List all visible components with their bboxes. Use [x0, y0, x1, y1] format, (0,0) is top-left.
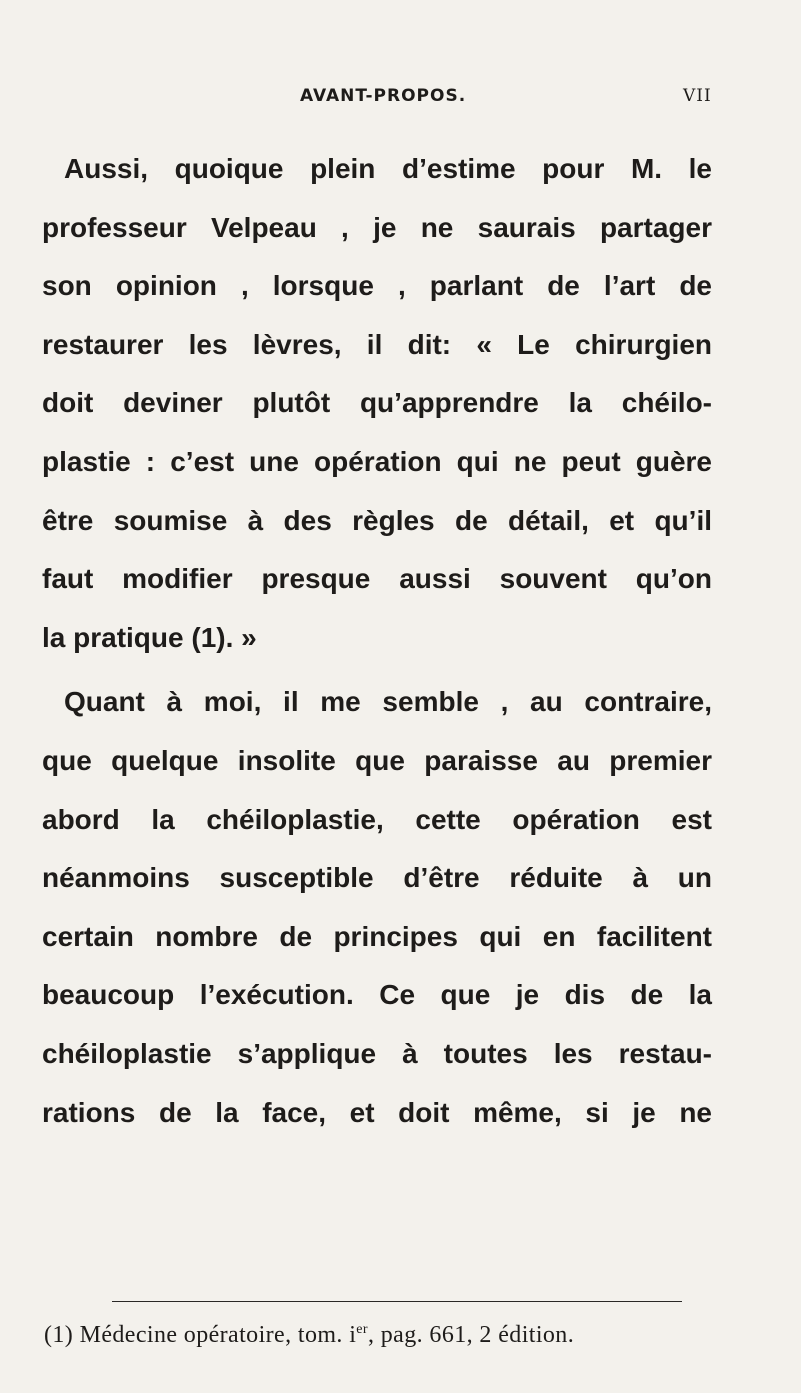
text-line: que quelque insolite que paraisse au premier	[42, 744, 712, 776]
text-line: restaurer les lèvres, il dit: « Le chirurgien	[42, 328, 712, 360]
footnote	[44, 1322, 714, 1349]
text-line: être soumise à des règles de détail, et qu’il	[42, 504, 712, 536]
footnote-marker: (1)	[44, 1322, 74, 1348]
footnote-rule	[112, 1301, 682, 1302]
text-line: néanmoins susceptible d’être réduite à un	[42, 862, 712, 894]
footnote-text-end: , pag. 661, 2 édition.	[367, 1322, 575, 1348]
text-line: certain nombre de principes qui en facilitent	[42, 920, 712, 952]
text-line: Quant à moi, il me semble , au contraire,	[64, 686, 712, 718]
text-line: professeur Velpeau , je ne saurais partager	[42, 211, 712, 243]
text-line: beaucoup l’exécution. Ce que je dis de la	[42, 979, 712, 1011]
paragraph	[42, 140, 712, 667]
running-title: AVANT-PROPOS.	[300, 86, 467, 106]
body-text	[42, 140, 712, 1142]
running-head	[0, 86, 801, 116]
text-line: doit deviner plutôt qu’apprendre la chéilo-	[42, 387, 712, 419]
text-line: la pratique (1). »	[42, 621, 257, 653]
paragraph	[42, 673, 712, 1142]
text-line: rations de la face, et doit même, si je ne	[42, 1096, 712, 1128]
page-number: VII	[683, 86, 712, 106]
text-line: chéiloplastie s’applique à toutes les restau-	[42, 1037, 712, 1069]
text-line: son opinion , lorsque , parlant de l’art de	[42, 270, 712, 302]
text-line: Aussi, quoique plein d’estime pour M. le	[64, 153, 712, 184]
text-line: plastie : c’est une opération qui ne peut guère	[42, 445, 712, 477]
text-line: faut modifier presque aussi souvent qu’on	[42, 563, 712, 595]
footnote-superscript: er	[356, 1322, 368, 1337]
text-line: abord la chéiloplastie, cette opération est	[42, 803, 712, 835]
footnote-text: Médecine opératoire, tom. i	[79, 1322, 357, 1348]
